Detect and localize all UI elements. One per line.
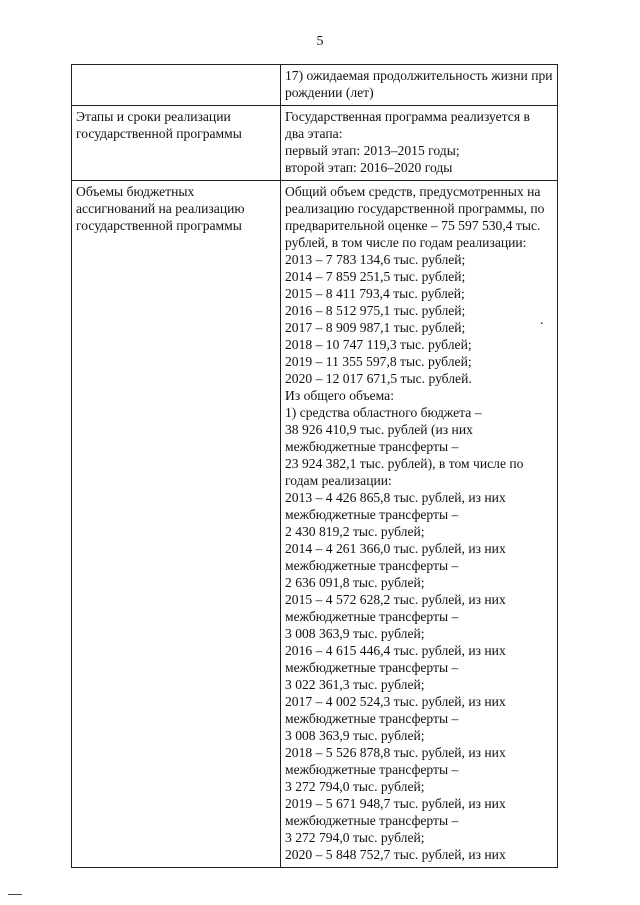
text-line: государственной программы (76, 218, 242, 233)
text-line: 3 272 794,0 тыс. рублей; (285, 830, 425, 845)
text-line: межбюджетные трансферты – (285, 762, 459, 777)
text-line: государственной программы (76, 126, 242, 141)
text-line: рублей, в том числе по годам реализации: (285, 235, 527, 250)
row-label-stages (72, 106, 281, 181)
text-line: Общий объем средств, предусмотренных на (285, 184, 541, 199)
text-line: 3 008 363,9 тыс. рублей; (285, 626, 425, 641)
text-line: рождении (лет) (285, 85, 374, 100)
table-row-stages (72, 106, 558, 181)
text-line: ассигнований на реализацию (76, 201, 245, 216)
row-value-life-expectancy (281, 65, 558, 106)
text-line: 2014 – 4 261 366,0 тыс. рублей, из них (285, 541, 506, 556)
scan-dot-mark: . (540, 313, 544, 328)
row-label-budget (72, 181, 281, 868)
row-value-budget (281, 181, 558, 868)
text-line: реализацию государственной программы, по (285, 201, 545, 216)
text-line: 2014 – 7 859 251,5 тыс. рублей; (285, 269, 466, 284)
text-line: 2013 – 4 426 865,8 тыс. рублей, из них (285, 490, 506, 505)
text-line: 2017 – 8 909 987,1 тыс. рублей; (285, 320, 466, 335)
text-line: 2017 – 4 002 524,3 тыс. рублей, из них (285, 694, 506, 709)
text-line: 2015 – 4 572 628,2 тыс. рублей, из них (285, 592, 506, 607)
text-line: 2 636 091,8 тыс. рублей; (285, 575, 425, 590)
text-line: межбюджетные трансферты – (285, 609, 459, 624)
text-line: 38 926 410,9 тыс. рублей (из них (285, 422, 473, 437)
row-label-empty (72, 65, 281, 106)
text-line: 17) ожидаемая продолжительность жизни при (285, 68, 553, 83)
text-line: предварительной оценке – 75 597 530,4 тыс. (285, 218, 541, 233)
table-row-budget (72, 181, 558, 868)
text-line: 3 022 361,3 тыс. рублей; (285, 677, 425, 692)
text-line: 2019 – 11 355 597,8 тыс. рублей; (285, 354, 472, 369)
text-line: 2 430 819,2 тыс. рублей; (285, 524, 425, 539)
text-line: 1) средства областного бюджета – (285, 405, 482, 420)
text-line: 2019 – 5 671 948,7 тыс. рублей, из них (285, 796, 506, 811)
text-line: первый этап: 2013–2015 годы; (285, 143, 460, 158)
text-line: 3 008 363,9 тыс. рублей; (285, 728, 425, 743)
row-value-stages (281, 106, 558, 181)
text-line: межбюджетные трансферты – (285, 439, 459, 454)
text-line: Из общего объема: (285, 388, 394, 403)
text-line: Государственная программа реализуется в (285, 109, 530, 124)
program-passport-table (71, 64, 558, 868)
text-line: 2020 – 5 848 752,7 тыс. рублей, из них (285, 847, 506, 862)
text-line: 2015 – 8 411 793,4 тыс. рублей; (285, 286, 465, 301)
text-line: второй этап: 2016–2020 годы (285, 160, 453, 175)
text-line: Объемы бюджетных (76, 184, 195, 199)
text-line: 2020 – 12 017 671,5 тыс. рублей. (285, 371, 472, 386)
scan-corner-mark (8, 894, 22, 895)
text-line: межбюджетные трансферты – (285, 558, 459, 573)
text-line: межбюджетные трансферты – (285, 711, 459, 726)
table-row-life-expectancy (72, 65, 558, 106)
text-line: 2016 – 4 615 446,4 тыс. рублей, из них (285, 643, 506, 658)
text-line: 2013 – 7 783 134,6 тыс. рублей; (285, 252, 466, 267)
text-line: годам реализации: (285, 473, 392, 488)
page-number: 5 (316, 34, 324, 49)
text-line: Этапы и сроки реализации (76, 109, 231, 124)
text-line: 3 272 794,0 тыс. рублей; (285, 779, 425, 794)
text-line: 2018 – 10 747 119,3 тыс. рублей; (285, 337, 472, 352)
text-line: 23 924 382,1 тыс. рублей), в том числе по (285, 456, 524, 471)
text-line: межбюджетные трансферты – (285, 660, 459, 675)
text-line: межбюджетные трансферты – (285, 813, 459, 828)
text-line: 2018 – 5 526 878,8 тыс. рублей, из них (285, 745, 506, 760)
text-line: 2016 – 8 512 975,1 тыс. рублей; (285, 303, 466, 318)
text-line: два этапа: (285, 126, 343, 141)
text-line: межбюджетные трансферты – (285, 507, 459, 522)
